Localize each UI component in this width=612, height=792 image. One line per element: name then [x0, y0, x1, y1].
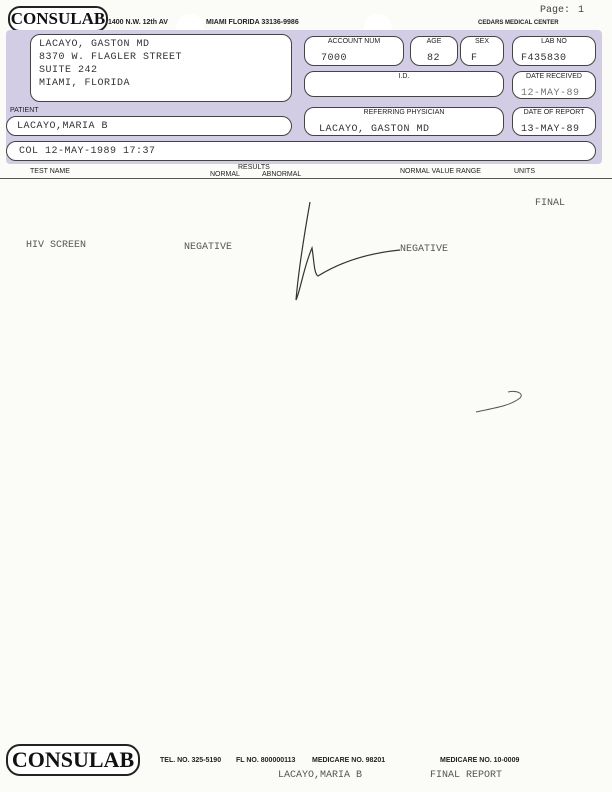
date-of-report-box	[512, 107, 596, 136]
handwritten-initial	[290, 196, 470, 306]
age-box	[410, 36, 458, 66]
age-label: AGE	[426, 38, 442, 45]
consulab-logo: CONSULAB	[8, 6, 108, 32]
footer-medicare-2: MEDICARE NO. 10-0009	[440, 757, 520, 764]
report-status: FINAL	[535, 198, 566, 209]
account-number-label: ACCOUNT NUM	[327, 38, 381, 45]
lab-no-value: F435830	[521, 53, 567, 64]
address-line-4: MIAMI, FLORIDA	[39, 78, 131, 89]
page-number: 1	[578, 5, 585, 16]
id-box	[304, 71, 504, 97]
account-number-value: 7000	[321, 53, 348, 64]
collection-value: COL 12-MAY-1989 17:37	[19, 146, 156, 157]
header-divider	[0, 178, 612, 179]
referring-physician-value: LACAYO, GASTON MD	[319, 124, 430, 135]
test-result-normal: NEGATIVE	[184, 242, 233, 253]
lab-no-label: LAB NO	[541, 38, 567, 45]
patient-box	[6, 116, 292, 136]
page-label: Page:	[540, 5, 571, 16]
age-value: 82	[427, 53, 441, 64]
test-normal-range: NEGATIVE	[400, 244, 449, 255]
footer-tel: TEL. NO. 325-5190	[160, 757, 222, 764]
account-number-box	[304, 36, 404, 66]
col-units: UNITS	[514, 168, 535, 175]
patient-label: PATIENT	[10, 107, 39, 114]
test-name: HIV SCREEN	[26, 240, 87, 251]
sex-box	[460, 36, 504, 66]
collection-box	[6, 141, 596, 161]
referring-physician-box	[304, 107, 504, 136]
medical-center-name: CEDARS MEDICAL CENTER	[478, 20, 559, 26]
footer-medicare-1: MEDICARE NO. 98201	[312, 757, 386, 764]
date-received-value: 12-MAY-89	[521, 88, 580, 99]
physician-address-box	[30, 34, 292, 102]
address-line-1: LACAYO, GASTON MD	[39, 39, 150, 50]
col-abnormal: ABNORMAL	[262, 171, 302, 178]
lab-address-city: MIAMI FLORIDA 33136-9986	[206, 19, 299, 26]
date-of-report-label: DATE OF REPORT	[523, 109, 585, 116]
patient-name-value: LACAYO,MARIA B	[17, 121, 109, 132]
sex-value: F	[471, 53, 478, 64]
col-normal: NORMAL	[210, 171, 240, 178]
handwritten-stroke	[470, 380, 540, 420]
col-normal-range: NORMAL VALUE RANGE	[400, 168, 481, 175]
referring-physician-label: REFERRING PHYSICIAN	[363, 109, 445, 116]
id-label: I.D.	[398, 73, 410, 80]
col-results: RESULTS	[238, 164, 270, 171]
lab-no-box	[512, 36, 596, 66]
date-of-report-value: 13-MAY-89	[521, 124, 580, 135]
sex-label: SEX	[474, 38, 489, 45]
lab-address-street: 1400 N.W. 12th AV	[108, 19, 168, 26]
col-test-name: TEST NAME	[30, 168, 70, 175]
date-received-label: DATE RECEIVED	[526, 73, 582, 80]
address-line-2: 8370 W. FLAGLER STREET	[39, 52, 183, 63]
date-received-box	[512, 71, 596, 99]
address-line-3: SUITE 242	[39, 65, 98, 76]
footer-fl-no: FL NO. 800000113	[236, 757, 296, 764]
footer-patient-name: LACAYO,MARIA B	[278, 770, 363, 781]
footer-consulab-logo: CONSULAB	[6, 744, 140, 776]
footer-report-type: FINAL REPORT	[430, 770, 503, 781]
